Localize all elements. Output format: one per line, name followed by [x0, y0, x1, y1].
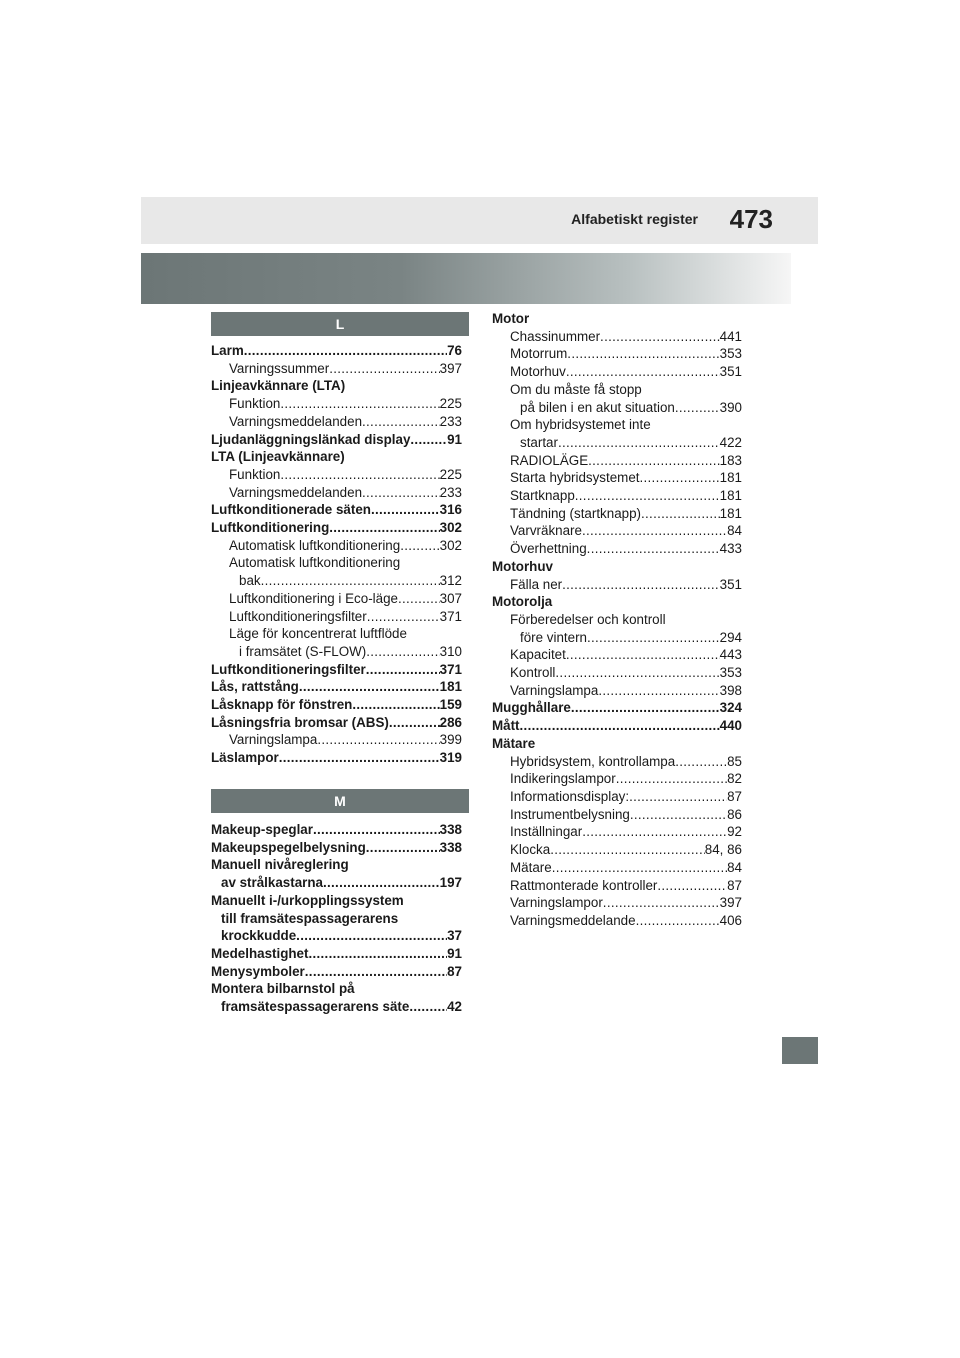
- dot-leader: [566, 363, 720, 381]
- entry-term: Motorhuv: [510, 364, 566, 380]
- entry-term: Mätare: [510, 859, 552, 875]
- dot-leader: [366, 643, 439, 661]
- entry-term: Medelhastighet: [211, 945, 309, 961]
- entry-term: Varningsmeddelanden: [229, 484, 363, 500]
- index-list-l: [211, 342, 462, 767]
- entry-term: Menysymboler: [211, 963, 305, 979]
- entry-term: Om du måste få stopp: [510, 381, 642, 397]
- entry-term: Varningslampa: [229, 732, 318, 748]
- index-entry: [492, 735, 742, 753]
- entry-page: 319: [439, 750, 462, 766]
- entry-page: 353: [719, 665, 742, 681]
- entry-term: Varningsmeddelanden: [229, 413, 363, 429]
- index-entry: [492, 434, 742, 452]
- entry-term: startar: [520, 434, 558, 450]
- index-entry: [492, 381, 742, 399]
- dot-leader: [566, 646, 720, 664]
- entry-page: 181: [719, 488, 742, 504]
- dot-leader: [296, 927, 447, 945]
- entry-page: 433: [719, 541, 742, 557]
- dot-leader: [244, 342, 447, 360]
- dot-leader: [571, 699, 720, 717]
- index-entry: [492, 877, 742, 895]
- entry-term: Mugghållare: [492, 700, 571, 716]
- dot-leader: [675, 399, 720, 417]
- entry-page: 440: [719, 718, 742, 734]
- entry-term: på bilen i en akut situation: [520, 399, 675, 415]
- entry-term: Luftkonditioneringsfilter: [211, 661, 366, 677]
- index-entry: [492, 576, 742, 594]
- entry-page: 399: [439, 732, 462, 748]
- entry-term: Rattmonterade kontroller: [510, 877, 658, 893]
- dot-leader: [400, 537, 439, 555]
- index-entry: [211, 377, 462, 395]
- entry-term: Kapacitet: [510, 647, 566, 663]
- entry-page: 197: [439, 875, 462, 891]
- entry-page: 312: [439, 573, 462, 589]
- entry-term: Startknapp: [510, 488, 575, 504]
- entry-page: 84: [727, 859, 742, 875]
- index-entry: [211, 749, 462, 767]
- index-entry: [211, 572, 462, 590]
- index-entry: [492, 823, 742, 841]
- index-entry: [211, 590, 462, 608]
- dot-leader: [352, 696, 439, 714]
- index-entry: [211, 839, 462, 857]
- entry-page: 233: [439, 413, 462, 429]
- entry-page: 307: [439, 590, 462, 606]
- entry-page: 353: [719, 346, 742, 362]
- entry-page: 42: [447, 999, 462, 1015]
- index-entry: [492, 345, 742, 363]
- entry-term: Ljudanläggningslänkad display: [211, 431, 411, 447]
- entry-page: 302: [439, 537, 462, 553]
- entry-page: 85: [727, 753, 742, 769]
- index-entry: [492, 629, 742, 647]
- decorative-band: [141, 253, 791, 304]
- entry-term: i framsätet (S-FLOW): [239, 643, 367, 659]
- entry-term: Starta hybridsystemet: [510, 470, 640, 486]
- dot-leader: [587, 540, 720, 558]
- entry-term: före vintern: [520, 629, 587, 645]
- index-entry: [492, 841, 742, 859]
- entry-page: 286: [439, 714, 462, 730]
- dot-leader: [389, 714, 440, 732]
- index-entry: [211, 927, 462, 945]
- entry-page: 181: [439, 679, 462, 695]
- dot-leader: [308, 945, 447, 963]
- dot-leader: [567, 345, 719, 363]
- dot-leader: [636, 912, 720, 930]
- dot-leader: [362, 484, 440, 502]
- dot-leader: [582, 823, 727, 841]
- entry-page: 87: [727, 877, 742, 893]
- index-entry: [211, 431, 462, 449]
- entry-term: Varningslampor: [510, 895, 603, 911]
- entry-page: 310: [439, 643, 462, 659]
- entry-page: 443: [719, 647, 742, 663]
- entry-page: 159: [439, 697, 462, 713]
- index-entry: [211, 448, 462, 466]
- index-entry: [211, 643, 462, 661]
- index-entry: [211, 678, 462, 696]
- entry-term: Varningslampa: [510, 682, 599, 698]
- entry-term: Montera bilbarnstol på: [211, 981, 355, 997]
- index-entry: [492, 416, 742, 434]
- dot-leader: [558, 434, 720, 452]
- index-entry: [492, 399, 742, 417]
- dot-leader: [313, 821, 440, 839]
- index-entry: [211, 980, 462, 998]
- dot-leader: [520, 717, 720, 735]
- thumb-index-tab: [782, 1037, 818, 1064]
- dot-leader: [362, 413, 440, 431]
- dot-leader: [616, 770, 727, 788]
- entry-term: Mått: [492, 718, 520, 734]
- entry-page: 351: [719, 364, 742, 380]
- entry-term: Varningsmeddelande: [510, 912, 636, 928]
- entry-term: bak: [239, 573, 261, 589]
- index-entry: [492, 310, 742, 328]
- entry-page: 183: [719, 452, 742, 468]
- index-entry: [211, 537, 462, 555]
- entry-term: Manuell nivåreglering: [211, 857, 349, 873]
- index-entry: [211, 910, 462, 928]
- entry-page: 371: [439, 661, 462, 677]
- entry-term: Manuellt i-/urkopplingssystem: [211, 892, 404, 908]
- index-entry: [211, 466, 462, 484]
- entry-page: 87: [727, 788, 742, 804]
- entry-term: Luftkonditionerade säten: [211, 502, 371, 518]
- index-entry: [211, 874, 462, 892]
- entry-term: Instrumentbelysning: [510, 806, 630, 822]
- entry-page: 371: [439, 608, 462, 624]
- entry-term: Klocka: [510, 842, 551, 858]
- entry-term: Förberedelser och kontroll: [510, 611, 666, 627]
- entry-term: av strålkastarna: [221, 875, 323, 891]
- index-entry: [211, 501, 462, 519]
- entry-term: Varvräknare: [510, 523, 582, 539]
- section-header-l: L: [211, 312, 469, 336]
- entry-page: 84, 86: [704, 842, 742, 858]
- index-entry: [211, 714, 462, 732]
- dot-leader: [279, 749, 440, 767]
- entry-term: Luftkonditioneringsfilter: [229, 608, 367, 624]
- entry-page: 37: [447, 928, 462, 944]
- index-entry: [492, 682, 742, 700]
- entry-term: Automatisk luftkonditionering: [229, 537, 401, 553]
- entry-term: Motor: [492, 311, 530, 326]
- dot-leader: [657, 877, 727, 895]
- entry-term: Luftkonditionering i Eco-läge: [229, 590, 398, 606]
- index-entry: [492, 593, 742, 611]
- dot-leader: [555, 664, 719, 682]
- entry-term: Linjeavkännare (LTA): [211, 378, 346, 394]
- header-title: Alfabetiskt register: [571, 211, 698, 227]
- entry-term: Hybridsystem, kontrollampa: [510, 753, 676, 769]
- entry-page: 225: [439, 466, 462, 482]
- dot-leader: [280, 395, 439, 413]
- entry-page: 397: [439, 360, 462, 376]
- index-entry: [211, 519, 462, 537]
- entry-page: 397: [719, 895, 742, 911]
- entry-term: krockkudde: [221, 928, 297, 944]
- index-entry: [492, 540, 742, 558]
- entry-term: LTA (Linjeavkännare): [211, 449, 345, 465]
- dot-leader: [603, 894, 720, 912]
- index-entry: [492, 806, 742, 824]
- index-entry: [492, 505, 742, 523]
- dot-leader: [261, 572, 440, 590]
- entry-term: Funktion: [229, 466, 281, 482]
- dot-leader: [588, 452, 720, 470]
- dot-leader: [299, 678, 440, 696]
- dot-leader: [409, 998, 447, 1016]
- index-entry: [211, 963, 462, 981]
- entry-page: 398: [719, 682, 742, 698]
- dot-leader: [550, 841, 705, 859]
- index-entry: [211, 998, 462, 1016]
- dot-leader: [629, 788, 727, 806]
- entry-page: 302: [439, 520, 462, 536]
- index-entry: [211, 821, 462, 839]
- entry-page: 338: [439, 822, 462, 837]
- section-header-m: M: [211, 789, 469, 813]
- index-list-right: [492, 310, 742, 930]
- dot-leader: [552, 859, 727, 877]
- index-entry: [492, 912, 742, 930]
- index-entry: [492, 558, 742, 576]
- entry-term: Läslampor: [211, 750, 279, 766]
- entry-page: 76: [447, 343, 462, 358]
- entry-term: Makeup-speglar: [211, 822, 313, 837]
- dot-leader: [587, 629, 720, 647]
- dot-leader: [280, 466, 439, 484]
- dot-leader: [575, 487, 720, 505]
- index-entry: [492, 487, 742, 505]
- dot-leader: [366, 661, 440, 679]
- index-list-m: [211, 821, 462, 1016]
- index-entry: [211, 342, 462, 360]
- entry-term: Indikeringslampor: [510, 771, 616, 787]
- index-entry: [492, 328, 742, 346]
- entry-page: 406: [719, 912, 742, 928]
- entry-page: 92: [727, 824, 742, 840]
- index-entry: [492, 894, 742, 912]
- entry-page: 338: [439, 839, 462, 855]
- entry-page: 294: [719, 629, 742, 645]
- entry-term: Motorhuv: [492, 558, 553, 574]
- dot-leader: [366, 839, 440, 857]
- index-entry: [211, 661, 462, 679]
- entry-term: Varningssummer: [229, 360, 330, 376]
- index-entry: [492, 363, 742, 381]
- index-entry: [211, 731, 462, 749]
- entry-term: till framsätespassagerarens: [221, 910, 399, 926]
- entry-term: Om hybridsystemet inte: [510, 417, 651, 433]
- entry-page: 441: [719, 328, 742, 344]
- entry-page: 422: [719, 434, 742, 450]
- entry-term: Tändning (startknapp): [510, 505, 642, 521]
- index-entry: [492, 788, 742, 806]
- dot-leader: [371, 501, 440, 519]
- entry-term: Lås, rattstång: [211, 679, 299, 695]
- entry-term: Luftkonditionering: [211, 520, 330, 536]
- dot-leader: [582, 522, 727, 540]
- dot-leader: [367, 608, 440, 626]
- index-entry: [492, 611, 742, 629]
- entry-term: Automatisk luftkonditionering: [229, 555, 401, 571]
- entry-term: Makeupspegelbelysning: [211, 839, 366, 855]
- dot-leader: [640, 469, 720, 487]
- index-entry: [211, 395, 462, 413]
- entry-page: 86: [727, 806, 742, 822]
- entry-term: Motorolja: [492, 594, 553, 610]
- page-number: 473: [729, 204, 773, 234]
- dot-leader: [600, 328, 720, 346]
- entry-term: Kontroll: [510, 665, 556, 681]
- index-entry: [211, 413, 462, 431]
- index-entry: [211, 484, 462, 502]
- entry-page: 91: [447, 945, 462, 961]
- entry-page: 87: [447, 963, 462, 979]
- entry-page: 233: [439, 484, 462, 500]
- dot-leader: [562, 576, 720, 594]
- entry-term: Fälla ner: [510, 576, 563, 592]
- index-entry: [492, 717, 742, 735]
- index-entry: [211, 856, 462, 874]
- entry-term: Överhettning: [510, 541, 587, 557]
- entry-term: Motorrum: [510, 346, 568, 362]
- index-entry: [211, 696, 462, 714]
- entry-page: 91: [447, 431, 462, 447]
- entry-term: Funktion: [229, 396, 281, 412]
- dot-leader: [323, 874, 440, 892]
- index-entry: [492, 452, 742, 470]
- index-entry: [492, 753, 742, 771]
- dot-leader: [317, 731, 439, 749]
- index-entry: [492, 859, 742, 877]
- dot-leader: [641, 505, 720, 523]
- entry-page: 181: [719, 470, 742, 486]
- entry-term: framsätespassagerarens säte: [221, 999, 410, 1015]
- index-entry: [492, 699, 742, 717]
- index-entry: [211, 625, 462, 643]
- index-entry: [211, 892, 462, 910]
- index-entry: [492, 522, 742, 540]
- index-entry: [211, 608, 462, 626]
- dot-leader: [329, 519, 439, 537]
- dot-leader: [675, 753, 727, 771]
- index-entry: [492, 646, 742, 664]
- entry-page: 181: [719, 505, 742, 521]
- entry-page: 225: [439, 396, 462, 412]
- entry-term: Larm: [211, 343, 244, 358]
- entry-page: 84: [727, 523, 742, 539]
- entry-term: Låsningsfria bromsar (ABS): [211, 714, 389, 730]
- index-entry: [211, 360, 462, 378]
- index-entry: [211, 945, 462, 963]
- entry-term: RADIOLÄGE: [510, 452, 589, 468]
- entry-term: Läge för koncentrerat luftflöde: [229, 626, 407, 642]
- page-header: [141, 197, 818, 244]
- index-entry: [211, 554, 462, 572]
- entry-term: Mätare: [492, 735, 536, 751]
- index-entry: [492, 664, 742, 682]
- entry-term: Chassinummer: [510, 328, 601, 344]
- dot-leader: [305, 963, 447, 981]
- dot-leader: [329, 360, 439, 378]
- entry-term: Informationsdisplay:: [510, 788, 630, 804]
- index-entry: [492, 770, 742, 788]
- entry-page: 390: [719, 399, 742, 415]
- index-entry: [492, 469, 742, 487]
- entry-term: Inställningar: [510, 824, 583, 840]
- dot-leader: [398, 590, 440, 608]
- entry-term: Låsknapp för fönstren: [211, 697, 353, 713]
- dot-leader: [630, 806, 727, 824]
- entry-page: 316: [439, 502, 462, 518]
- entry-page: 82: [727, 771, 742, 787]
- dot-leader: [598, 682, 719, 700]
- entry-page: 324: [719, 700, 742, 716]
- entry-page: 351: [719, 576, 742, 592]
- dot-leader: [410, 431, 447, 449]
